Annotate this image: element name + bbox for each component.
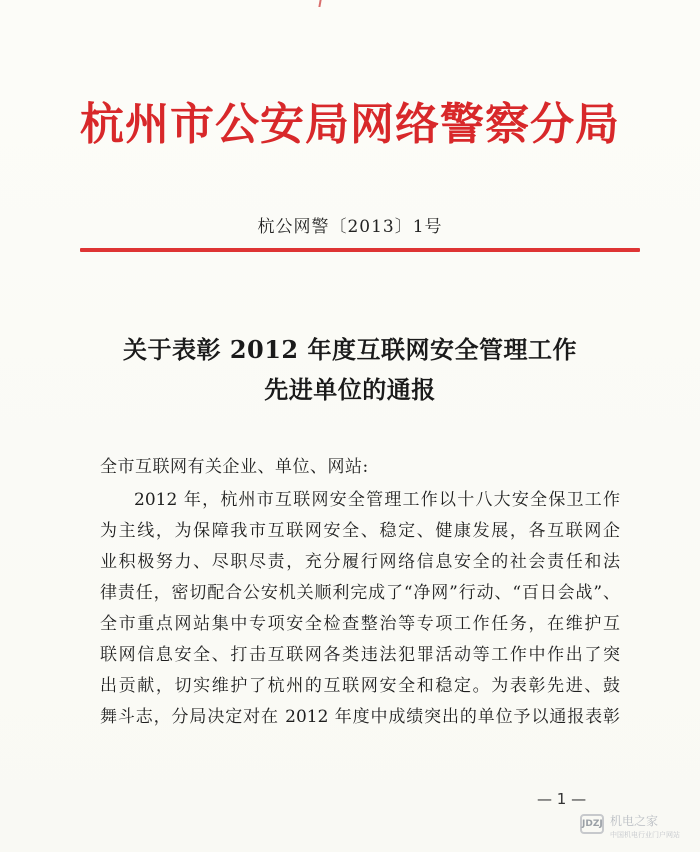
agency-title: 杭州市公安局网络警察分局 bbox=[80, 99, 620, 150]
body-line: 全市重点网站集中专项安全检查整治等专项工作任务，在维护互 bbox=[100, 614, 620, 634]
red-divider-rule bbox=[80, 248, 640, 252]
red-tick-mark bbox=[318, 0, 321, 7]
body-paragraph bbox=[100, 485, 620, 733]
body-line: 联网信息安全、打击互联网各类违法犯罪活动等工作中作出了突 bbox=[100, 645, 620, 665]
body-line: 出贡献，切实维护了杭州的互联网安全和稳定。为表彰先进、鼓 bbox=[100, 676, 620, 696]
salutation: 全市互联网有关企业、单位、网站: bbox=[100, 457, 369, 477]
notice-title-line-1: 关于表彰 2012 年度互联网安全管理工作 bbox=[122, 335, 577, 364]
document-number: 杭公网警〔2013〕1号 bbox=[257, 217, 443, 237]
body-line: 为主线，为保障我市互联网安全、稳定、健康发展，各互联网企 bbox=[100, 521, 620, 541]
notice-title-line-2: 先进单位的通报 bbox=[264, 375, 436, 404]
watermark-name: 机电之家 bbox=[610, 814, 659, 828]
body-line: 舞斗志，分局决定对在 2012 年度中成绩突出的单位予以通报表彰 bbox=[100, 707, 620, 727]
body-line: 2012 年，杭州市互联网安全管理工作以十八大安全保卫工作 bbox=[134, 490, 620, 510]
watermark-tagline: 中国机电行业门户网站 bbox=[610, 831, 680, 839]
watermark bbox=[580, 812, 692, 846]
body-line: 业积极努力、尽职尽责，充分履行网络信息安全的社会责任和法 bbox=[100, 552, 620, 572]
page-number: — 1 — bbox=[537, 790, 587, 808]
body-line: 律责任，密切配合公安机关顺利完成了“净网”行动、“百日会战”、 bbox=[100, 583, 620, 603]
watermark-logo-icon: JDZJ bbox=[580, 814, 604, 834]
